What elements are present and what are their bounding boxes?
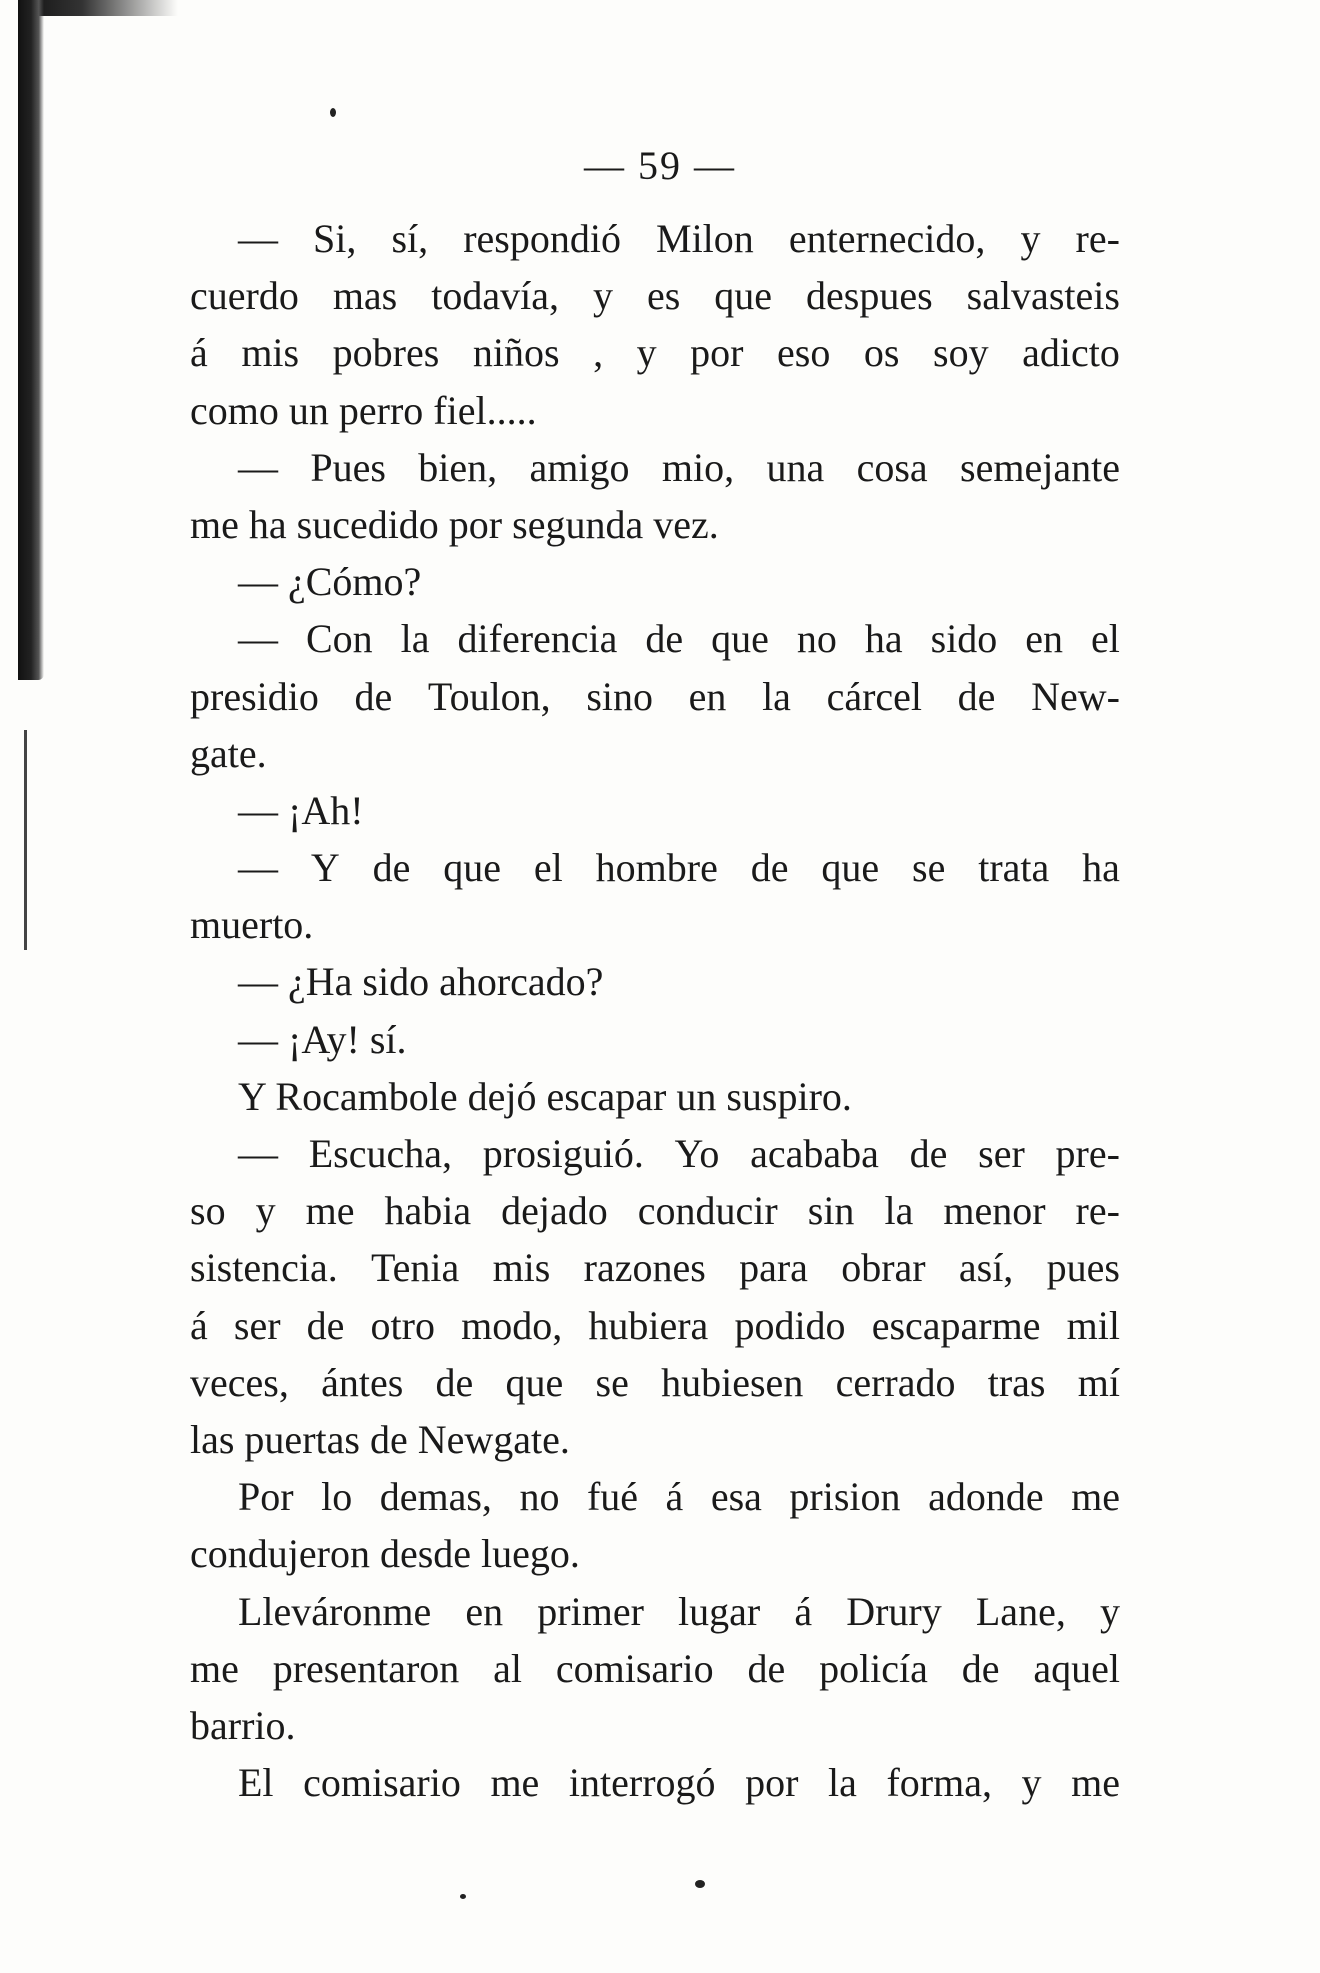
- word: salvasteis: [966, 273, 1120, 319]
- text-line: [190, 1125, 1120, 1182]
- word: Con: [305, 616, 373, 662]
- word: razones: [583, 1245, 706, 1291]
- word: que: [443, 845, 502, 891]
- word: no: [796, 616, 837, 662]
- word: —: [238, 444, 278, 490]
- word: eso: [777, 330, 831, 376]
- word: Drury: [846, 1588, 942, 1634]
- text-line: — ¡Ay! sí.: [238, 1016, 407, 1062]
- text-line: condujeron desde luego.: [190, 1531, 580, 1577]
- word: New-: [1031, 673, 1120, 719]
- word: me: [305, 1188, 355, 1234]
- word: sido: [930, 616, 998, 662]
- word: de: [750, 845, 789, 891]
- word: hombre: [595, 845, 718, 891]
- word: comisario: [555, 1645, 714, 1691]
- word: se: [912, 845, 946, 891]
- word: que: [711, 616, 769, 662]
- text-line: — ¿Ha sido ahorcado?: [238, 959, 604, 1005]
- word: —: [238, 845, 278, 891]
- word: enternecido,: [788, 216, 986, 261]
- word: policía: [819, 1645, 928, 1691]
- word: comisario: [303, 1760, 461, 1806]
- word: es: [646, 273, 681, 319]
- text-line: barrio.: [190, 1702, 296, 1748]
- word: esa: [710, 1474, 762, 1520]
- text-line: [190, 668, 1120, 725]
- word: de: [957, 673, 996, 719]
- word: podido: [734, 1302, 846, 1348]
- word: en: [688, 673, 727, 719]
- word: así,: [958, 1245, 1014, 1291]
- word: re-: [1075, 216, 1120, 261]
- word: mis: [241, 330, 300, 376]
- word: adonde: [928, 1474, 1044, 1520]
- word: mas: [332, 273, 398, 319]
- word: ,: [593, 330, 604, 376]
- word: ha: [1082, 845, 1120, 891]
- text-line: [190, 1354, 1120, 1411]
- word: cosa: [856, 444, 928, 490]
- word: en: [1025, 616, 1064, 662]
- word: de: [645, 616, 684, 662]
- word: mí: [1077, 1359, 1120, 1405]
- word: y: [592, 273, 613, 319]
- word: otro: [370, 1302, 435, 1348]
- word: todavía,: [431, 273, 559, 319]
- word: Tenia: [371, 1245, 460, 1291]
- text-line: muerto.: [190, 902, 314, 948]
- word: y: [1020, 216, 1041, 261]
- word: de: [909, 1131, 948, 1176]
- text-line: [190, 324, 1120, 381]
- word: y: [636, 330, 657, 376]
- word: os: [863, 330, 900, 376]
- word: soy: [933, 330, 989, 376]
- word: re-: [1075, 1188, 1120, 1234]
- word: veces,: [190, 1359, 289, 1405]
- word: cárcel: [826, 673, 923, 719]
- word: pues: [1046, 1245, 1120, 1291]
- text-line: las puertas de Newgate.: [190, 1416, 570, 1462]
- word: el: [1091, 616, 1120, 662]
- word: pobres: [332, 330, 440, 376]
- word: á: [190, 1302, 208, 1348]
- text-line: me ha sucedido por segunda vez.: [190, 501, 719, 547]
- word: hubiesen: [661, 1359, 804, 1405]
- word: so: [190, 1188, 226, 1234]
- text-line: [190, 439, 1120, 496]
- word: y: [255, 1188, 276, 1234]
- word: sí,: [391, 216, 429, 261]
- word: niños: [472, 330, 560, 376]
- text-line: [190, 1182, 1120, 1239]
- word: bien,: [418, 444, 498, 490]
- word: á: [190, 330, 208, 376]
- word: diferencia: [457, 616, 618, 662]
- text-line: — ¿Cómo?: [238, 559, 422, 605]
- word: de: [306, 1302, 345, 1348]
- word: sin: [807, 1188, 855, 1234]
- text-line: como un perro fiel.....: [190, 387, 537, 433]
- word: y: [1099, 1588, 1120, 1634]
- word: me: [490, 1760, 540, 1806]
- text-line: [190, 267, 1120, 324]
- word: menor: [943, 1188, 1046, 1234]
- word: —: [238, 216, 278, 261]
- word: respondió: [463, 216, 621, 261]
- word: mil: [1066, 1302, 1120, 1348]
- ink-speck: [695, 1880, 705, 1888]
- text-line: [190, 610, 1120, 667]
- word: al: [493, 1645, 523, 1691]
- word: hubiera: [588, 1302, 709, 1348]
- word: presentaron: [272, 1645, 460, 1691]
- word: despues: [806, 273, 933, 319]
- word: ser: [233, 1302, 281, 1348]
- word: me: [190, 1645, 239, 1691]
- text-line: [190, 1468, 1120, 1525]
- word: cuerdo: [190, 273, 299, 319]
- binding-line: [24, 730, 27, 950]
- text-line: Y Rocambole dejó escapar un suspiro.: [238, 1073, 852, 1119]
- word: no: [519, 1474, 560, 1520]
- word: me: [1071, 1760, 1120, 1806]
- word: de: [372, 845, 411, 891]
- word: para: [739, 1245, 808, 1291]
- word: escaparme: [871, 1302, 1041, 1348]
- word: prosiguió.: [482, 1131, 644, 1176]
- word: Lleváronme: [238, 1588, 432, 1634]
- word: obrar: [841, 1245, 926, 1291]
- text-line: gate.: [190, 730, 267, 776]
- word: Yo: [674, 1131, 720, 1176]
- word: lugar: [678, 1588, 761, 1634]
- text-line: [190, 1583, 1120, 1640]
- word: dejado: [501, 1188, 608, 1234]
- word: de: [354, 673, 393, 719]
- word: Si,: [313, 216, 357, 261]
- word: forma,: [886, 1760, 992, 1806]
- word: mis: [492, 1245, 551, 1291]
- word: amigo: [529, 444, 630, 490]
- word: ser: [978, 1131, 1025, 1176]
- word: Pues: [310, 444, 386, 490]
- word: aquel: [1033, 1645, 1120, 1691]
- word: Toulon,: [427, 673, 551, 719]
- word: sistencia.: [190, 1245, 338, 1291]
- word: interrogó: [568, 1760, 716, 1806]
- word: por: [745, 1760, 799, 1806]
- word: Lane,: [975, 1588, 1066, 1634]
- word: la: [762, 673, 791, 719]
- word: primer: [537, 1588, 644, 1634]
- text-line: [190, 1297, 1120, 1354]
- binding-edge-shadow: [18, 0, 44, 680]
- word: de: [435, 1359, 474, 1405]
- word: presidio: [190, 673, 319, 719]
- word: —: [238, 616, 278, 662]
- word: ha: [864, 616, 903, 662]
- word: sino: [586, 673, 654, 719]
- word: me: [1071, 1474, 1120, 1520]
- word: que: [505, 1359, 564, 1405]
- word: mio,: [661, 444, 735, 490]
- word: —: [238, 1131, 278, 1176]
- word: la: [828, 1760, 857, 1806]
- word: tras: [987, 1359, 1046, 1405]
- word: ántes: [321, 1359, 404, 1405]
- word: una: [766, 444, 825, 490]
- word: Por: [238, 1474, 294, 1520]
- word: que: [714, 273, 773, 319]
- text-line: [190, 210, 1120, 267]
- word: conducir: [637, 1188, 778, 1234]
- page-text: [190, 210, 1120, 1811]
- word: modo,: [461, 1302, 563, 1348]
- word: y: [1021, 1760, 1042, 1806]
- text-line: [190, 1239, 1120, 1296]
- word: cerrado: [835, 1359, 956, 1405]
- word: acababa: [750, 1131, 879, 1176]
- word: en: [465, 1588, 504, 1634]
- word: la: [400, 616, 430, 662]
- word: Escucha,: [308, 1131, 452, 1176]
- text-line: [190, 1640, 1120, 1697]
- word: á: [665, 1474, 684, 1520]
- word: adicto: [1022, 330, 1120, 376]
- word: trata: [978, 845, 1050, 891]
- ink-speck: [460, 1894, 466, 1899]
- word: la: [884, 1188, 914, 1234]
- word: el: [533, 845, 563, 891]
- ink-speck: [330, 108, 336, 117]
- word: demas,: [379, 1474, 492, 1520]
- word: El: [238, 1760, 274, 1806]
- word: á: [794, 1588, 813, 1634]
- word: lo: [321, 1474, 353, 1520]
- word: fué: [586, 1474, 639, 1520]
- text-line: — ¡Ah!: [238, 787, 364, 833]
- page-number: — 59 —: [584, 143, 736, 188]
- word: habia: [384, 1188, 472, 1234]
- word: de: [747, 1645, 786, 1691]
- text-line: [190, 1754, 1120, 1811]
- word: semejante: [960, 444, 1120, 490]
- word: Milon: [656, 216, 754, 261]
- word: pre-: [1055, 1131, 1120, 1176]
- word: Y: [310, 845, 340, 891]
- word: se: [595, 1359, 629, 1405]
- word: que: [821, 845, 880, 891]
- text-line: [190, 839, 1120, 896]
- word: de: [961, 1645, 1000, 1691]
- word: prision: [789, 1474, 901, 1520]
- word: por: [690, 330, 744, 376]
